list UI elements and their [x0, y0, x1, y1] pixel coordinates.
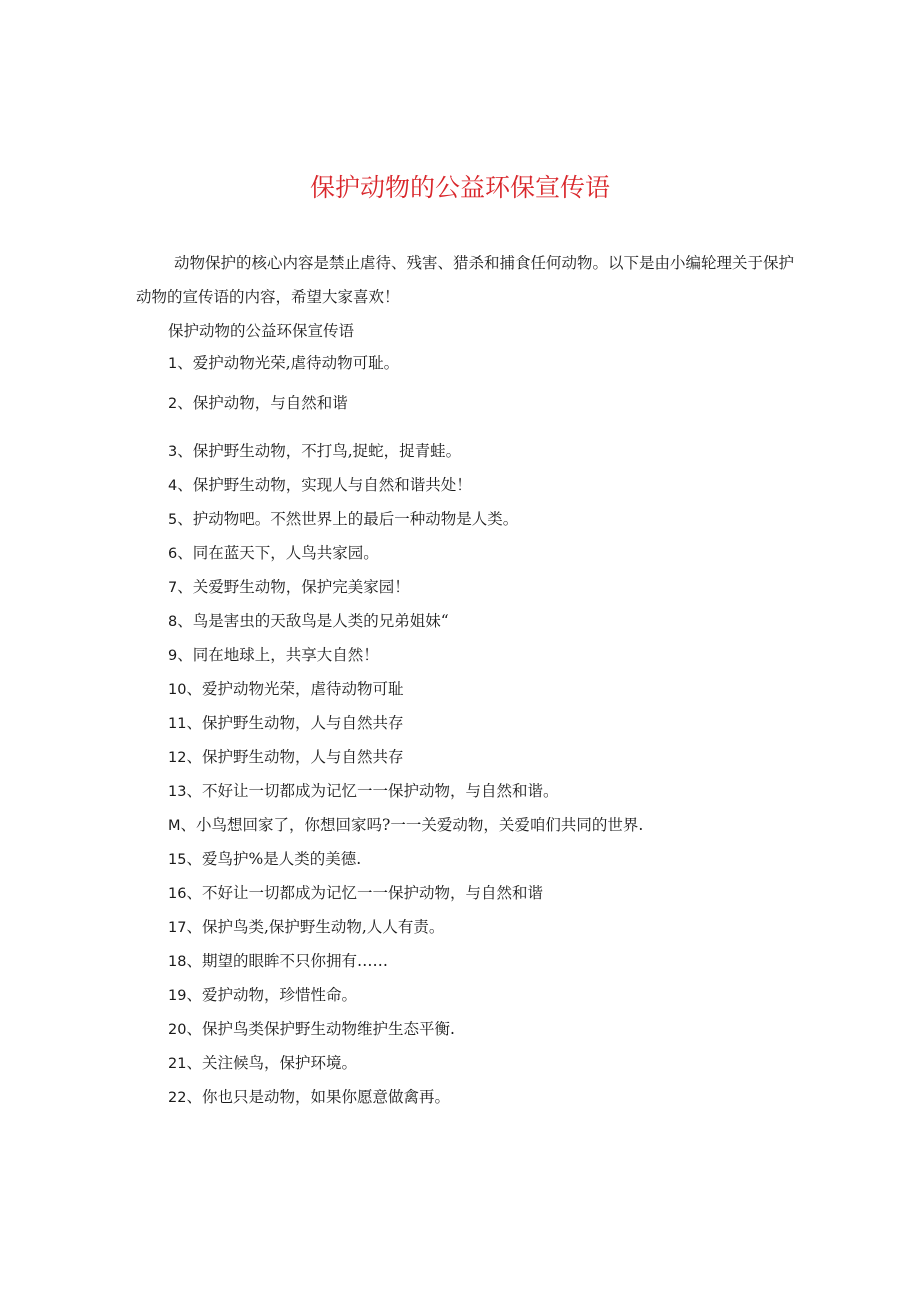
item-text: 同在蓝天下，人鸟共家园。 [192, 544, 379, 562]
item-number: 19 [168, 988, 187, 1004]
item-separator: 、 [186, 748, 202, 766]
item-number: 16 [168, 886, 187, 902]
item-text: 爱护动物光荣,虐待动物可耻。 [192, 354, 400, 372]
item-number: 22 [168, 1090, 187, 1106]
list-item [168, 978, 808, 1012]
list-item [168, 1080, 808, 1114]
item-text: 保护动物，与自然和谐 [192, 394, 348, 412]
list-item [168, 386, 808, 434]
list-item [168, 502, 808, 536]
item-text: 保护野生动物，实现人与自然和谐共处！ [192, 476, 472, 494]
item-number: 12 [168, 750, 187, 766]
item-separator: 、 [186, 782, 202, 800]
list-item [168, 876, 808, 910]
item-separator: 、 [177, 476, 193, 494]
item-text: 关爱野生动物，保护完美家园！ [192, 578, 410, 596]
list-item [168, 570, 808, 604]
item-number: M [168, 818, 181, 834]
item-number: 2 [168, 396, 178, 412]
item-text: 爱护动物光荣，虐待动物可耻 [201, 680, 404, 698]
item-number: 1 [168, 356, 178, 372]
item-text: 你也只是动物，如果你愿意做禽再。 [201, 1088, 450, 1106]
item-number: 5 [168, 512, 178, 528]
list-item [168, 536, 808, 570]
item-number: 10 [168, 682, 187, 698]
slogan-list [168, 346, 808, 1114]
item-text: 小鸟想回家了，你想回家吗?一一关爱动物，关爱咱们共同的世界. [196, 816, 644, 834]
item-text: 保护野生动物，不打鸟,捉蛇，捉青蛙。 [192, 442, 462, 460]
item-separator: 、 [177, 394, 193, 412]
item-separator: 、 [186, 680, 202, 698]
item-separator: 、 [186, 952, 202, 970]
list-item [168, 638, 808, 672]
item-number: 9 [168, 648, 178, 664]
item-separator: 、 [180, 816, 197, 834]
item-separator: 、 [177, 578, 193, 596]
item-separator: 、 [186, 918, 202, 936]
item-separator: 、 [177, 354, 193, 372]
list-item [168, 842, 808, 876]
item-separator: 、 [177, 544, 193, 562]
item-number: 4 [168, 478, 178, 494]
item-separator: 、 [177, 442, 193, 460]
list-item [168, 706, 808, 740]
item-text: 保护野生动物，人与自然共存 [201, 714, 404, 732]
item-separator: 、 [186, 1054, 202, 1072]
item-text: 鸟是害虫的天敌鸟是人类的兄弟姐妹“ [192, 612, 449, 630]
item-text: 关注候鸟，保护环境。 [201, 1054, 357, 1072]
item-number: 13 [168, 784, 187, 800]
item-text: 不好让一切都成为记忆一一保护动物，与自然和谐 [201, 884, 543, 902]
list-item [168, 672, 808, 706]
list-item [168, 944, 808, 978]
item-number: 15 [168, 852, 187, 868]
item-number: 11 [168, 716, 187, 732]
list-item [168, 434, 808, 468]
item-separator: 、 [186, 1020, 202, 1038]
item-number: 21 [168, 1056, 187, 1072]
item-number: 17 [168, 920, 187, 936]
item-number: 6 [168, 546, 178, 562]
item-text: 保护鸟类,保护野生动物,人人有责。 [201, 918, 445, 936]
item-number: 20 [168, 1022, 187, 1038]
item-separator: 、 [186, 850, 202, 868]
list-item [168, 740, 808, 774]
list-item [168, 604, 808, 638]
list-item [168, 468, 808, 502]
item-text: 爱鸟护%是人类的美德. [201, 850, 362, 868]
item-separator: 、 [186, 714, 202, 732]
item-separator: 、 [177, 510, 193, 528]
list-item [168, 774, 808, 808]
list-item [168, 910, 808, 944]
item-number: 8 [168, 614, 178, 630]
list-item [168, 1046, 808, 1080]
item-number: 7 [168, 580, 178, 596]
list-item [168, 1012, 808, 1046]
item-number: 3 [168, 444, 178, 460]
list-item [168, 346, 808, 386]
section-subheading: 保护动物的公益环保宣传语 [168, 322, 355, 340]
intro-paragraph: 动物保护的核心内容是禁止虐待、残害、猎杀和捕食任何动物。以下是由小编轮理关于保护动物的宣传语的内容，希望大家喜欢！ [136, 254, 795, 306]
item-separator: 、 [186, 884, 202, 902]
list-item [168, 808, 808, 842]
item-text: 期望的眼眸不只你拥有…… [201, 952, 388, 970]
item-text: 同在地球上，共享大自然！ [192, 646, 379, 664]
item-text: 爱护动物，珍惜性命。 [201, 986, 357, 1004]
item-text: 保护鸟类保护野生动物维护生态平衡. [201, 1020, 455, 1038]
item-text: 保护野生动物，人与自然共存 [201, 748, 404, 766]
item-text: 护动物吧。不然世界上的最后一种动物是人类。 [192, 510, 519, 528]
page-title: 保护动物的公益环保宣传语 [309, 173, 610, 202]
item-number: 18 [168, 954, 187, 970]
item-text: 不好让一切都成为记忆一一保护动物，与自然和谐。 [201, 782, 559, 800]
item-separator: 、 [177, 612, 193, 630]
item-separator: 、 [186, 986, 202, 1004]
item-separator: 、 [177, 646, 193, 664]
item-separator: 、 [186, 1088, 202, 1106]
